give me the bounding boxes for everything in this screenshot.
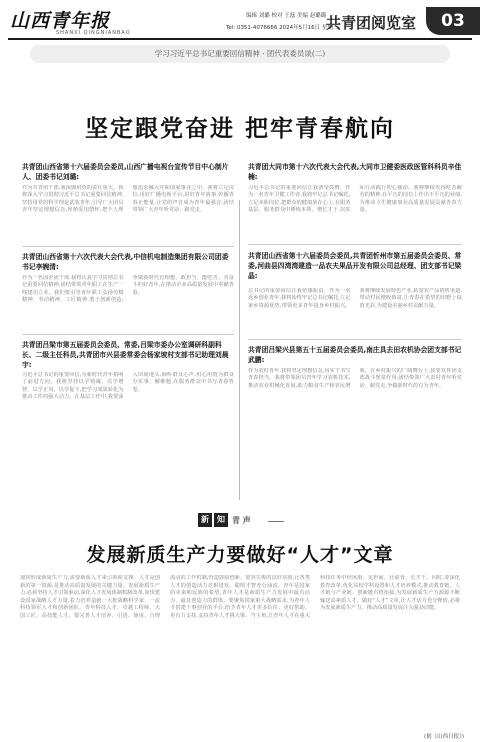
main-headline: 坚定跟党奋进 把牢青春航向 <box>84 116 395 142</box>
article-source: (据《山西日报》) <box>424 734 465 740</box>
newspaper-logo: 山西青年报 <box>10 10 111 32</box>
editor-credits: 编辑 刘璐 校对 王磊 美编 赵璐璐 <box>246 13 327 19</box>
article-6-body: 作为农村青年,我将坚定理想信念,用实干书写青春担当。我将带领团员青年学习农机技术,推动农业机械化发展,助力粮食生产和农民增收。在乡村振兴的广阔舞台上,我要发挥团支部战斗堡垒作用,团结带领广大农村青年听党话、跟党走,争做新时代的有为青年。 <box>248 368 462 389</box>
bottom-article-body: 加快形成新质生产力,需要新质人才来引领和支撑。人才是创新的第一资源,是推动高质量发展的关键力量。发展新质生产力,必须坚持人才引领驱动,深化人才发展体制机制改革,加快建设国家战略人才力量,着力培养造就一大批战略科学家、一流科技领军人才和创新团队、青年科技人才、卓越工程师、大国工匠、高技能人才。要完善人才培养、引进、使用、合理流动的工作机制,营造鼓励创新、宽容失败的良好氛围,让各类人才的创造活力竞相迸发、聪明才智充分涌流。青年是国家的未来和民族的希望,青年人才是新质生产力发展中最有活力、最具创造力的群体。要聚焦国家重大战略需求,为青年人才搭建干事创业的平台,给予青年人才更多信任、更好帮助、更有力支持,支持青年人才挑大梁、当主角,让青年人才在重大科技任务中经风雨、见世面、壮筋骨、长才干。同时,要深化教育改革,优化高校学科设置和人才培养模式,推动教育链、人才链与产业链、创新链有机衔接,为发展新质生产力源源不断输送高素质人才。做好“人才”文章,让人才活力充分释放,必将为发展新质生产力、推动高质量发展注入强劲动能。 <box>20 575 460 619</box>
article-2-body: 习近平总书记的重要回信让我备受鼓舞。作为一名青年卫健工作者,我将牢记总书记嘱托,立足本职岗位,把群众的健康放在心上,在服务基层、服务群众中锤炼本领、增长才干,以实际行动践行初心使命。我将继续发扬吃苦耐劳的精神,在平凡的岗位上作出不平凡的业绩,为推动卫生健康事业高质量发展贡献青春力量。 <box>248 185 462 214</box>
article-4-title: 共青团山西省第十六届委员会委员,共青团忻州市第五届委员会委员、常委,河曲县四湾湾建造一品农夫果品开发有限公司总经理、团支部书记梁晶: <box>248 252 462 280</box>
decorative-dash <box>268 521 284 522</box>
xinzhi-column-label <box>198 511 284 529</box>
section-title: 共青团阅览室 <box>326 14 417 32</box>
article-3-body: 作为一名国企团干部,我将认真学习贯彻总书记重要回信精神,团结带领青年职工在生产一线建功立业。我们要引导青年职工弘扬劳模精神、劳动精神、工匠精神,勇于创新创造,争做新时代有理想、敢担当、能吃苦、肯奋斗的好青年,在推动企业高质量发展中奉献青春。 <box>22 275 234 304</box>
bottom-article-headline: 发展新质生产力要做好“人才”文章 <box>86 544 394 566</box>
logo-subtitle: SHANXI QINGNIANBAO <box>56 30 131 36</box>
article-3-title: 共青团山西省第十六次代表大会代表,中信机电制造集团有限公司团委书记李婉清: <box>22 253 229 271</box>
article-5-body: 习近平总书记的重要回信,为新时代青年指明了前进方向。我将坚持以学铸魂、以学增智、以学正风、以学促干,把学习成果转化为推动工作的强大动力。在基层工作中,我要深入田间地头,倾听群众心声,用心用情为群众办实事、解难题,在服务群众中书写青春答卷。 <box>22 372 234 401</box>
masthead <box>8 4 472 40</box>
column-divider <box>239 200 240 500</box>
article-separator <box>22 334 234 335</box>
date-line: Tel: 0351-4076666 2024年5月16日 星期三 <box>226 25 339 31</box>
article-5-title: 共青团吕梁市第五届委员会委员、常委,吕梁市委办公室调研科副科长、二级主任科员,共青团市兴县委常委会杨家坡村支部书记助理刘晨宇: <box>22 341 229 369</box>
article-separator <box>248 244 462 245</box>
banner-text: 学习习近平总书记重要回信精神 · 团代表委员谈(二) <box>154 49 326 58</box>
topic-banner <box>30 45 450 63</box>
article-2-title: 共青团大同市第十六次代表大会代表,大同市卫健委医政医管科科员辛佳楠: <box>248 163 462 181</box>
article-separator <box>22 246 234 247</box>
label-box: 知 <box>214 513 228 527</box>
article-1-title: 共青团山西省第十六届委员会委员,山西广播电视台宣传节目中心制片人、团委书记刘璐: <box>22 163 229 181</box>
article-separator <box>248 339 462 340</box>
label-box: 新 <box>198 513 212 527</box>
article-1-body: 作为共青团干部,我深感肩负的责任重大。我将深入学习贯彻习近平总书记重要回信精神,坚持用党的科学理论武装青年,引导广大团员青年坚定理想信念,厚植爱国情怀,把个人理想追求融入党和国家事业之中。我将立足岗位,用好广播电视平台,讲好青年故事,传播青春正能量,让党的声音成为青年最强音,团结带领广大青年听党话、跟党走。 <box>22 185 234 214</box>
article-4-body: 总书记的重要回信让我倍感振奋。作为一名返乡创业青年,我将始终牢记总书记嘱托,立足家乡资源优势,带领更多青年投身乡村振兴。我将继续发展特色产业,拓宽农产品销售渠道,带动村民增收致富,让青春在希望的田野上绽放光彩,为建设美丽乡村贡献力量。 <box>248 288 462 309</box>
column-name: 青 声 <box>232 515 251 525</box>
page-number-badge: 03 <box>426 7 480 35</box>
article-6-title: 共青团吕梁兴县第五十五届委员会委员,南庄具去田农机协会团支部书记武鹏: <box>248 346 462 364</box>
